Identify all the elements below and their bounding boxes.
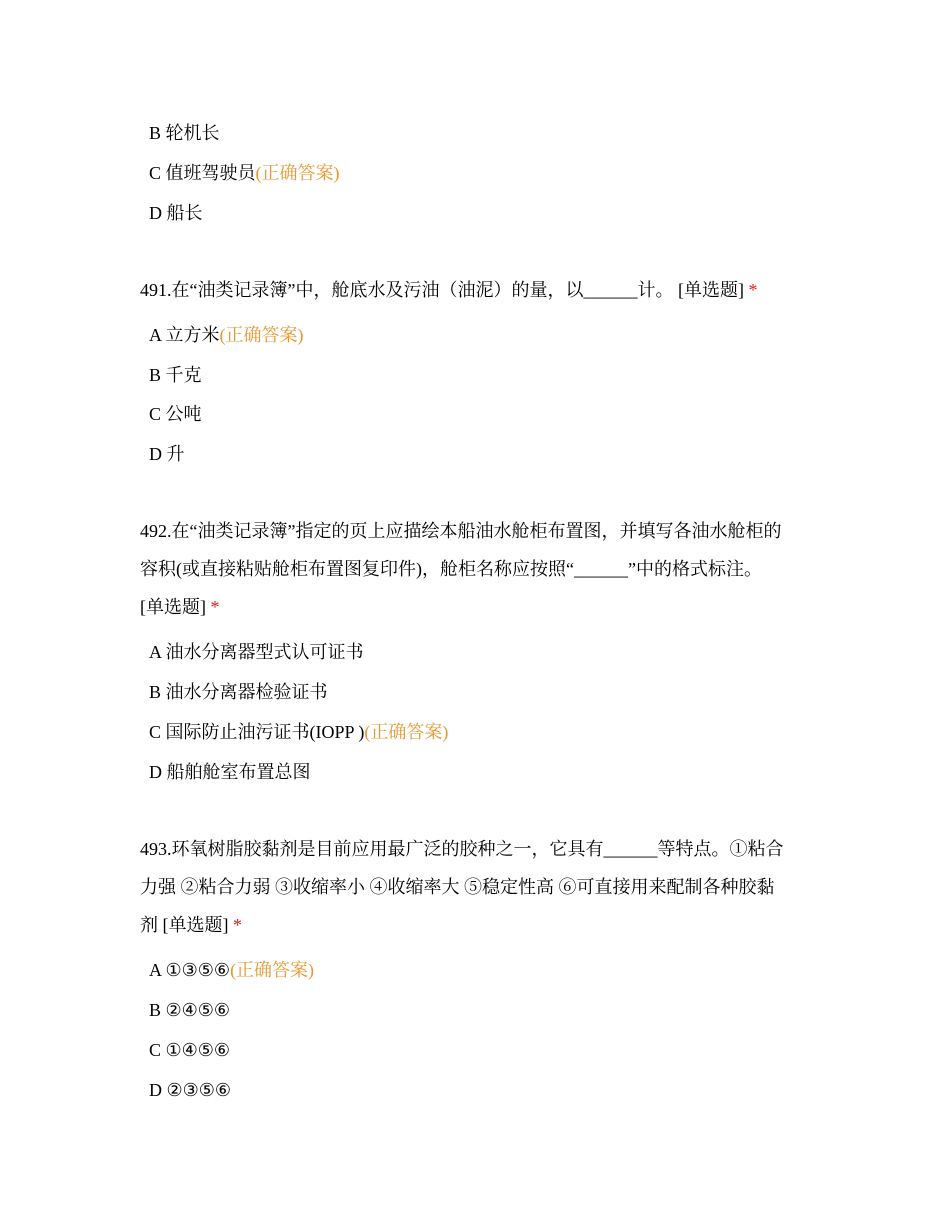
option-a[interactable] [149, 956, 314, 984]
option-text: 船长 [166, 203, 203, 223]
option-text: 值班驾驶员 [165, 163, 256, 183]
option-text: 油水分离器检验证书 [165, 682, 328, 702]
option-text: 公吨 [165, 404, 202, 424]
question-492-line-2 [140, 555, 762, 583]
option-b[interactable] [149, 361, 202, 389]
question-492-line-3 [140, 593, 220, 621]
correct-answer-tag: (正确答案) [219, 325, 304, 345]
question-type: [单选题] [162, 915, 229, 935]
option-text: 船舶舱室布置总图 [166, 762, 311, 782]
option-letter: D [149, 762, 162, 782]
option-letter: A [149, 642, 162, 662]
question-491-title [140, 276, 757, 304]
option-text: 升 [166, 444, 185, 464]
option-d[interactable] [149, 440, 185, 468]
option-d[interactable] [149, 199, 203, 227]
option-letter: B [149, 123, 162, 143]
option-c[interactable] [149, 159, 340, 187]
option-letter: C [149, 722, 162, 742]
correct-answer-tag: (正确答案) [255, 163, 340, 183]
required-mark: * [748, 280, 758, 300]
required-mark: * [233, 915, 242, 935]
option-letter: C [149, 404, 162, 424]
option-letter: A [149, 960, 162, 980]
option-b[interactable] [149, 996, 230, 1024]
option-d[interactable] [149, 758, 311, 786]
required-mark: * [210, 597, 220, 617]
option-text: 油水分离器型式认可证书 [165, 642, 364, 662]
option-letter: A [149, 325, 162, 345]
option-c[interactable] [149, 400, 202, 428]
question-493-line-1 [140, 835, 784, 863]
option-c[interactable] [149, 718, 448, 746]
option-b[interactable] [149, 119, 220, 147]
option-letter: C [149, 1040, 162, 1060]
option-text: ②④⑤⑥ [165, 1000, 231, 1020]
question-text: 剂 [140, 915, 158, 935]
option-text: 轮机长 [165, 123, 220, 143]
option-b[interactable] [149, 678, 328, 706]
option-letter: C [149, 163, 162, 183]
option-a[interactable] [149, 321, 304, 349]
question-492-line-1 [140, 517, 781, 545]
question-type: [单选题] [677, 280, 744, 300]
option-letter: B [149, 682, 162, 702]
question-493-line-3 [140, 911, 242, 939]
question-text: 492.在“油类记录簿”指定的页上应描绘本船油水舱柜布置图，并填写各油水舱柜的 [140, 521, 782, 541]
option-letter: B [149, 1000, 162, 1020]
option-d[interactable] [149, 1076, 231, 1104]
question-text: 493.环氧树脂胶黏剂是目前应用最广泛的胶种之一，它具有______等特点。①粘合 [140, 839, 784, 859]
option-text: 千克 [165, 365, 202, 385]
option-text: 国际防止油污证书(IOPP ) [165, 722, 365, 742]
option-text: ②③⑤⑥ [166, 1080, 232, 1100]
correct-answer-tag: (正确答案) [230, 960, 315, 980]
option-c[interactable] [149, 1036, 230, 1064]
correct-answer-tag: (正确答案) [364, 722, 449, 742]
option-text: ①④⑤⑥ [165, 1040, 231, 1060]
option-letter: D [149, 444, 162, 464]
option-letter: B [149, 365, 162, 385]
option-a[interactable] [149, 638, 364, 666]
question-text: 力强 ②粘合力弱 ③收缩率小 ④收缩率大 ⑤稳定性高 ⑥可直接用来配制各种胶黏 [140, 877, 775, 897]
question-type: [单选题] [140, 597, 206, 617]
question-493-line-2 [140, 873, 775, 901]
question-text: 491.在“油类记录簿”中，舱底水及污油（油泥）的量，以______计。 [140, 280, 674, 300]
option-text: 立方米 [165, 325, 220, 345]
option-letter: D [149, 203, 162, 223]
option-letter: D [149, 1080, 162, 1100]
option-text: ①③⑤⑥ [165, 960, 231, 980]
question-text: 容积(或直接粘贴舱柜布置图复印件)，舱柜名称应按照“______”中的格式标注。 [140, 559, 762, 579]
